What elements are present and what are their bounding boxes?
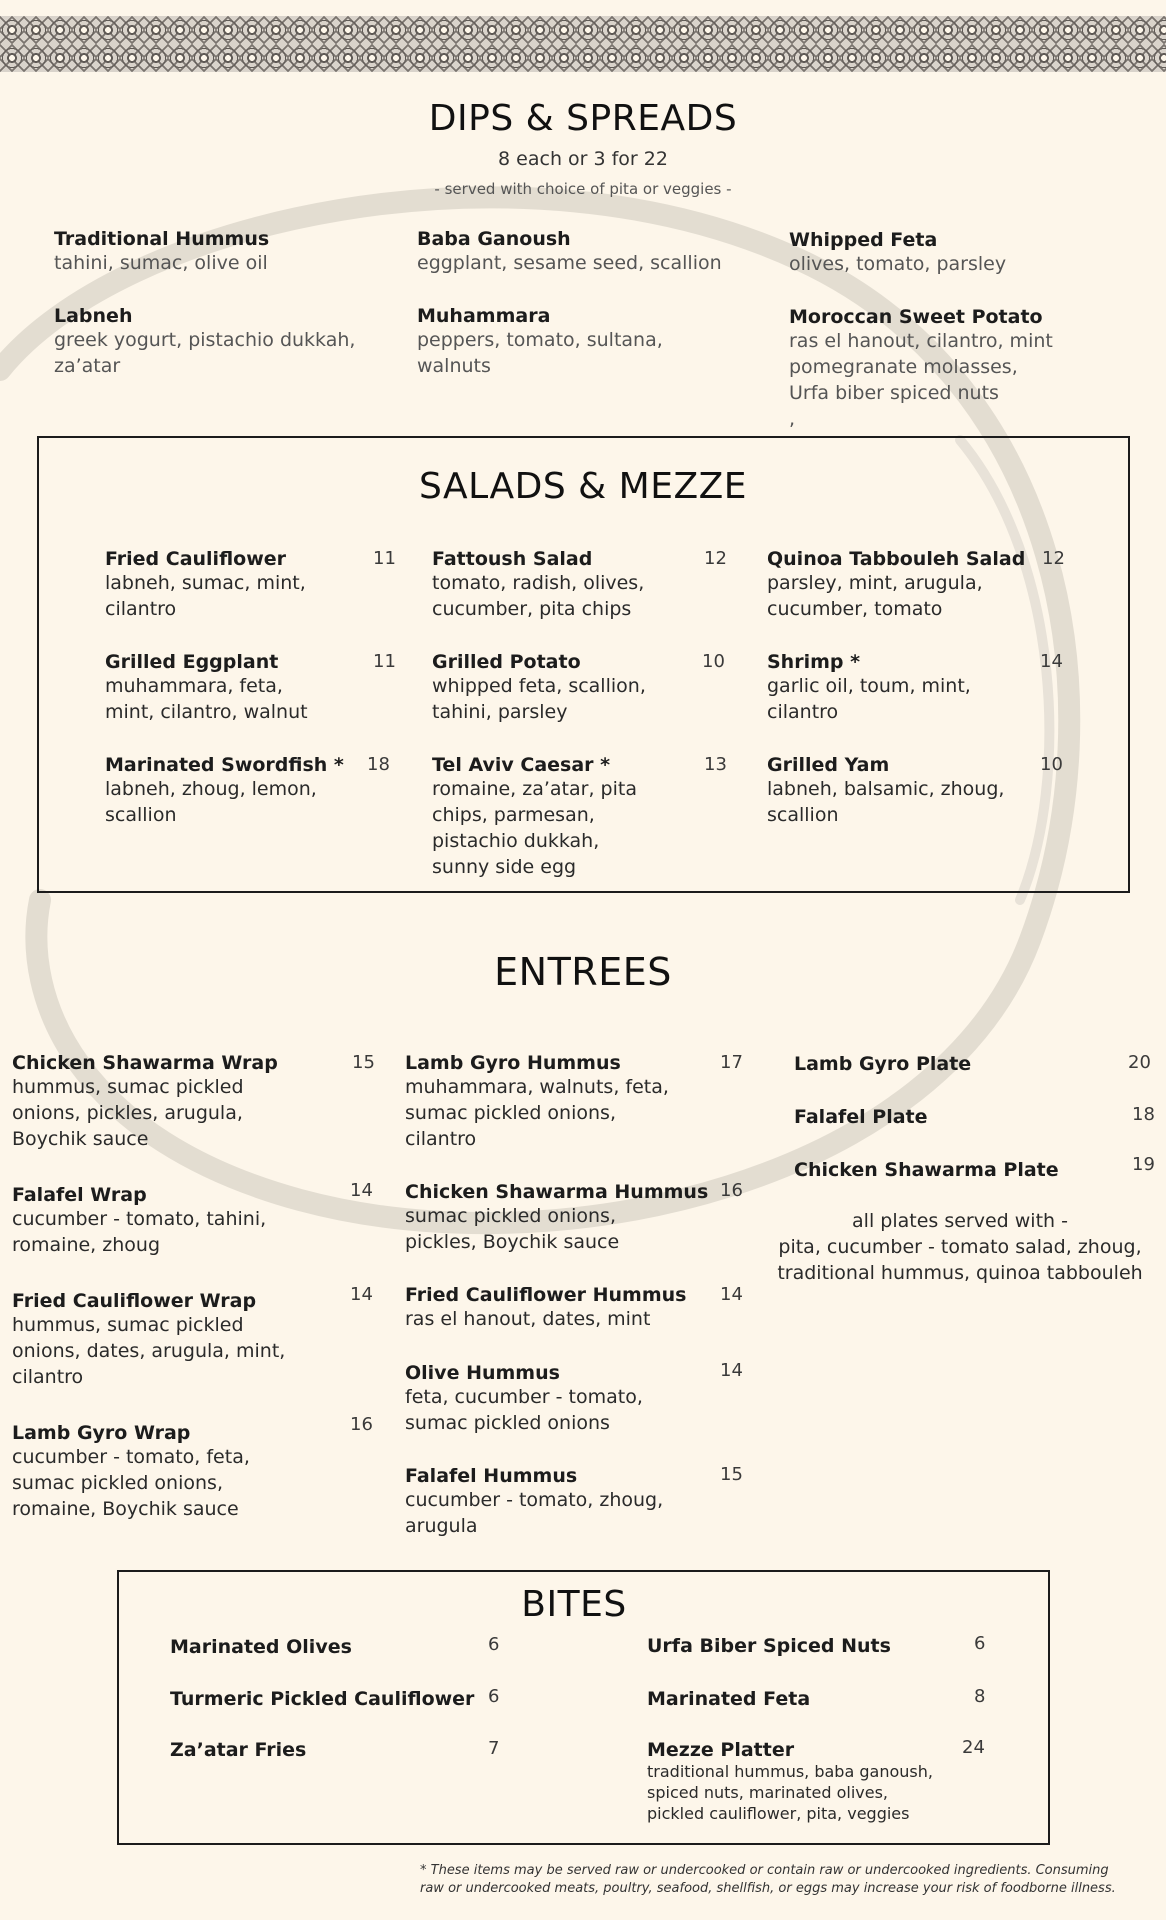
item-name: Labneh [54, 305, 133, 327]
item-description: tahini, sumac, olive oil [54, 252, 268, 274]
item-description: labneh, zhoug, lemon, [105, 778, 317, 800]
menu-item [405, 1181, 745, 1255]
menu-item [432, 754, 722, 880]
item-description: pickled cauliflower, pita, veggies [647, 1804, 910, 1823]
item-description: , [789, 408, 796, 430]
menu-item [767, 651, 1067, 725]
bite-name: Za’atar Fries [170, 1739, 307, 1761]
item-price: 12 [704, 548, 727, 569]
item-name: Quinoa Tabbouleh Salad [767, 548, 1026, 570]
item-description: cilantro [405, 1128, 477, 1150]
item-name: Lamb Gyro Hummus [405, 1052, 621, 1074]
plate-name: Chicken Shawarma Plate [794, 1159, 1059, 1181]
item-price: 20 [1128, 1052, 1151, 1073]
menu-item [405, 1362, 735, 1436]
item-name: Olive Hummus [405, 1362, 560, 1384]
entrees-section-title: ENTREES [494, 950, 672, 994]
item-name: Marinated Swordfish * [105, 754, 344, 776]
item-description: cucumber - tomato, feta, [12, 1446, 250, 1468]
item-price: 19 [1132, 1154, 1155, 1175]
item-price: 11 [373, 651, 396, 672]
menu-item [417, 305, 747, 379]
bite-name: Turmeric Pickled Cauliflower [170, 1688, 475, 1710]
item-name: Moroccan Sweet Potato [789, 306, 1043, 328]
item-description: romaine, zhoug [12, 1234, 161, 1256]
disclaimer-line: * These items may be served raw or undercooked or contain raw or undercooked ingredients. Consuming [420, 1863, 1109, 1878]
item-description: cucumber, pita chips [432, 598, 632, 620]
dips-served-note: - served with choice of pita or veggies - [434, 180, 732, 198]
item-description: tahini, parsley [432, 701, 568, 723]
item-description: labneh, balsamic, zhoug, [767, 778, 1005, 800]
item-name: Grilled Yam [767, 754, 890, 776]
item-price: 8 [974, 1686, 986, 1707]
item-description: chips, parmesan, [432, 804, 595, 826]
item-name: Fried Cauliflower [105, 548, 287, 570]
item-name: Lamb Gyro Wrap [12, 1422, 191, 1444]
item-description: tomato, radish, olives, [432, 572, 645, 594]
item-price: 14 [1040, 651, 1063, 672]
item-description: sumac pickled onions [405, 1412, 610, 1434]
item-price: 7 [488, 1738, 500, 1759]
item-price: 15 [352, 1052, 375, 1073]
top-decorative-border [0, 16, 1166, 72]
item-description: ras el hanout, cilantro, mint [789, 330, 1053, 352]
item-price: 18 [367, 754, 390, 775]
item-description: peppers, tomato, sultana, [417, 329, 663, 351]
item-price: 14 [720, 1360, 743, 1381]
item-name: Fried Cauliflower Hummus [405, 1284, 687, 1306]
plates-note-line: pita, cucumber - tomato salad, zhoug, [778, 1236, 1142, 1258]
item-description: muhammara, walnuts, feta, [405, 1076, 669, 1098]
item-price: 24 [962, 1737, 985, 1758]
bite-name: Mezze Platter [647, 1739, 795, 1761]
menu-item [789, 229, 1129, 277]
menu-item [405, 1465, 735, 1539]
item-description: sumac pickled onions, [405, 1205, 616, 1227]
item-description: onions, pickles, arugula, [12, 1102, 243, 1124]
item-price: 14 [350, 1284, 373, 1305]
item-description: sunny side egg [432, 856, 577, 878]
item-description: cilantro [767, 701, 839, 723]
item-description: sumac pickled onions, [12, 1472, 223, 1494]
menu-item [105, 754, 395, 828]
menu-item [12, 1422, 352, 1522]
item-price: 18 [1132, 1104, 1155, 1125]
item-description: labneh, sumac, mint, [105, 572, 306, 594]
item-name: Baba Ganoush [417, 228, 571, 250]
item-price: 15 [720, 1464, 743, 1485]
item-description: traditional hummus, baba ganoush, [647, 1762, 933, 1781]
menu-item [105, 548, 395, 622]
item-price: 13 [704, 754, 727, 775]
item-description: greek yogurt, pistachio dukkah, [54, 329, 356, 351]
item-price: 16 [720, 1180, 743, 1201]
item-description: scallion [767, 804, 839, 826]
menu-item [405, 1284, 735, 1332]
item-name: Falafel Hummus [405, 1465, 578, 1487]
item-description: feta, cucumber - tomato, [405, 1386, 643, 1408]
item-description: Boychik sauce [12, 1128, 149, 1150]
disclaimer-line: raw or undercooked meats, poultry, seafood, shellfish, or eggs may increase your risk of foodborne illness. [420, 1881, 1116, 1896]
dips-price-note: 8 each or 3 for 22 [498, 148, 668, 170]
item-name: Fried Cauliflower Wrap [12, 1290, 257, 1312]
menu-item [105, 651, 395, 725]
item-description: eggplant, sesame seed, scallion [417, 252, 722, 274]
item-name: Chicken Shawarma Wrap [12, 1052, 278, 1074]
plate-name: Lamb Gyro Plate [794, 1053, 972, 1075]
bite-name: Marinated Olives [170, 1636, 352, 1658]
menu-item [12, 1184, 352, 1258]
item-description: walnuts [417, 355, 491, 377]
menu-item [54, 228, 384, 276]
item-description: romaine, za’atar, pita [432, 778, 637, 800]
item-description: cilantro [12, 1366, 84, 1388]
item-description: garlic oil, toum, mint, [767, 675, 971, 697]
item-description: ras el hanout, dates, mint [405, 1308, 651, 1330]
item-description: cucumber - tomato, tahini, [12, 1208, 267, 1230]
item-description: arugula [405, 1515, 478, 1537]
dips-section-title: DIPS & SPREADS [428, 98, 738, 139]
plates-served-note [760, 1208, 1160, 1286]
item-price: 10 [1040, 754, 1063, 775]
menu-item [647, 1739, 967, 1824]
item-name: Tel Aviv Caesar * [432, 754, 611, 776]
item-name: Whipped Feta [789, 229, 938, 251]
menu-item [432, 548, 722, 622]
item-description: hummus, sumac pickled [12, 1076, 244, 1098]
item-description: pomegranate molasses, [789, 356, 1018, 378]
item-price: 14 [720, 1284, 743, 1305]
menu-item [405, 1052, 735, 1152]
item-name: Fattoush Salad [432, 548, 593, 570]
item-description: cucumber, tomato [767, 598, 943, 620]
bite-name: Marinated Feta [647, 1688, 811, 1710]
item-description: za’atar [54, 355, 121, 377]
menu-item [767, 754, 1067, 828]
item-name: Muhammara [417, 305, 551, 327]
menu-item [767, 548, 1067, 622]
item-description: onions, dates, arugula, mint, [12, 1340, 286, 1362]
item-description: cucumber - tomato, zhoug, [405, 1489, 664, 1511]
item-description: Urfa biber spiced nuts [789, 382, 999, 404]
item-description: pistachio dukkah, [432, 830, 600, 852]
item-price: 16 [350, 1414, 373, 1435]
item-description: parsley, mint, arugula, [767, 572, 983, 594]
menu-item [789, 306, 1129, 432]
item-description: whipped feta, scallion, [432, 675, 646, 697]
item-price: 6 [974, 1633, 986, 1654]
item-description: sumac pickled onions, [405, 1102, 616, 1124]
item-description: hummus, sumac pickled [12, 1314, 244, 1336]
menu-item [432, 651, 722, 725]
item-price: 17 [720, 1052, 743, 1073]
item-description: muhammara, feta, [105, 675, 283, 697]
item-price: 6 [488, 1686, 500, 1707]
bites-section-title: BITES [521, 1584, 627, 1625]
item-name: Grilled Potato [432, 651, 581, 673]
menu-item [12, 1052, 352, 1152]
raw-food-disclaimer [420, 1862, 1150, 1898]
menu-item [54, 305, 384, 379]
item-description: romaine, Boychik sauce [12, 1498, 239, 1520]
plates-note-line: traditional hummus, quinoa tabbouleh [777, 1262, 1143, 1284]
salads-section-title: SALADS & MEZZE [418, 466, 748, 507]
item-price: 11 [373, 548, 396, 569]
item-price: 10 [702, 651, 725, 672]
bite-name: Urfa Biber Spiced Nuts [647, 1635, 891, 1657]
item-name: Traditional Hummus [54, 228, 270, 250]
item-price: 12 [1042, 548, 1065, 569]
item-name: Shrimp * [767, 651, 861, 673]
item-name: Falafel Wrap [12, 1184, 147, 1206]
plate-name: Falafel Plate [794, 1106, 928, 1128]
item-description: olives, tomato, parsley [789, 253, 1007, 275]
menu-item [417, 228, 747, 276]
item-description: pickles, Boychik sauce [405, 1231, 620, 1253]
item-description: cilantro [105, 598, 177, 620]
item-price: 6 [488, 1634, 500, 1655]
item-description: mint, cilantro, walnut [105, 701, 308, 723]
item-name: Grilled Eggplant [105, 651, 279, 673]
plates-note-line: all plates served with - [852, 1210, 1068, 1232]
item-description: scallion [105, 804, 177, 826]
menu-item [12, 1290, 352, 1390]
item-price: 14 [350, 1180, 373, 1201]
item-name: Chicken Shawarma Hummus [405, 1181, 709, 1203]
item-description: spiced nuts, marinated olives, [647, 1783, 889, 1802]
